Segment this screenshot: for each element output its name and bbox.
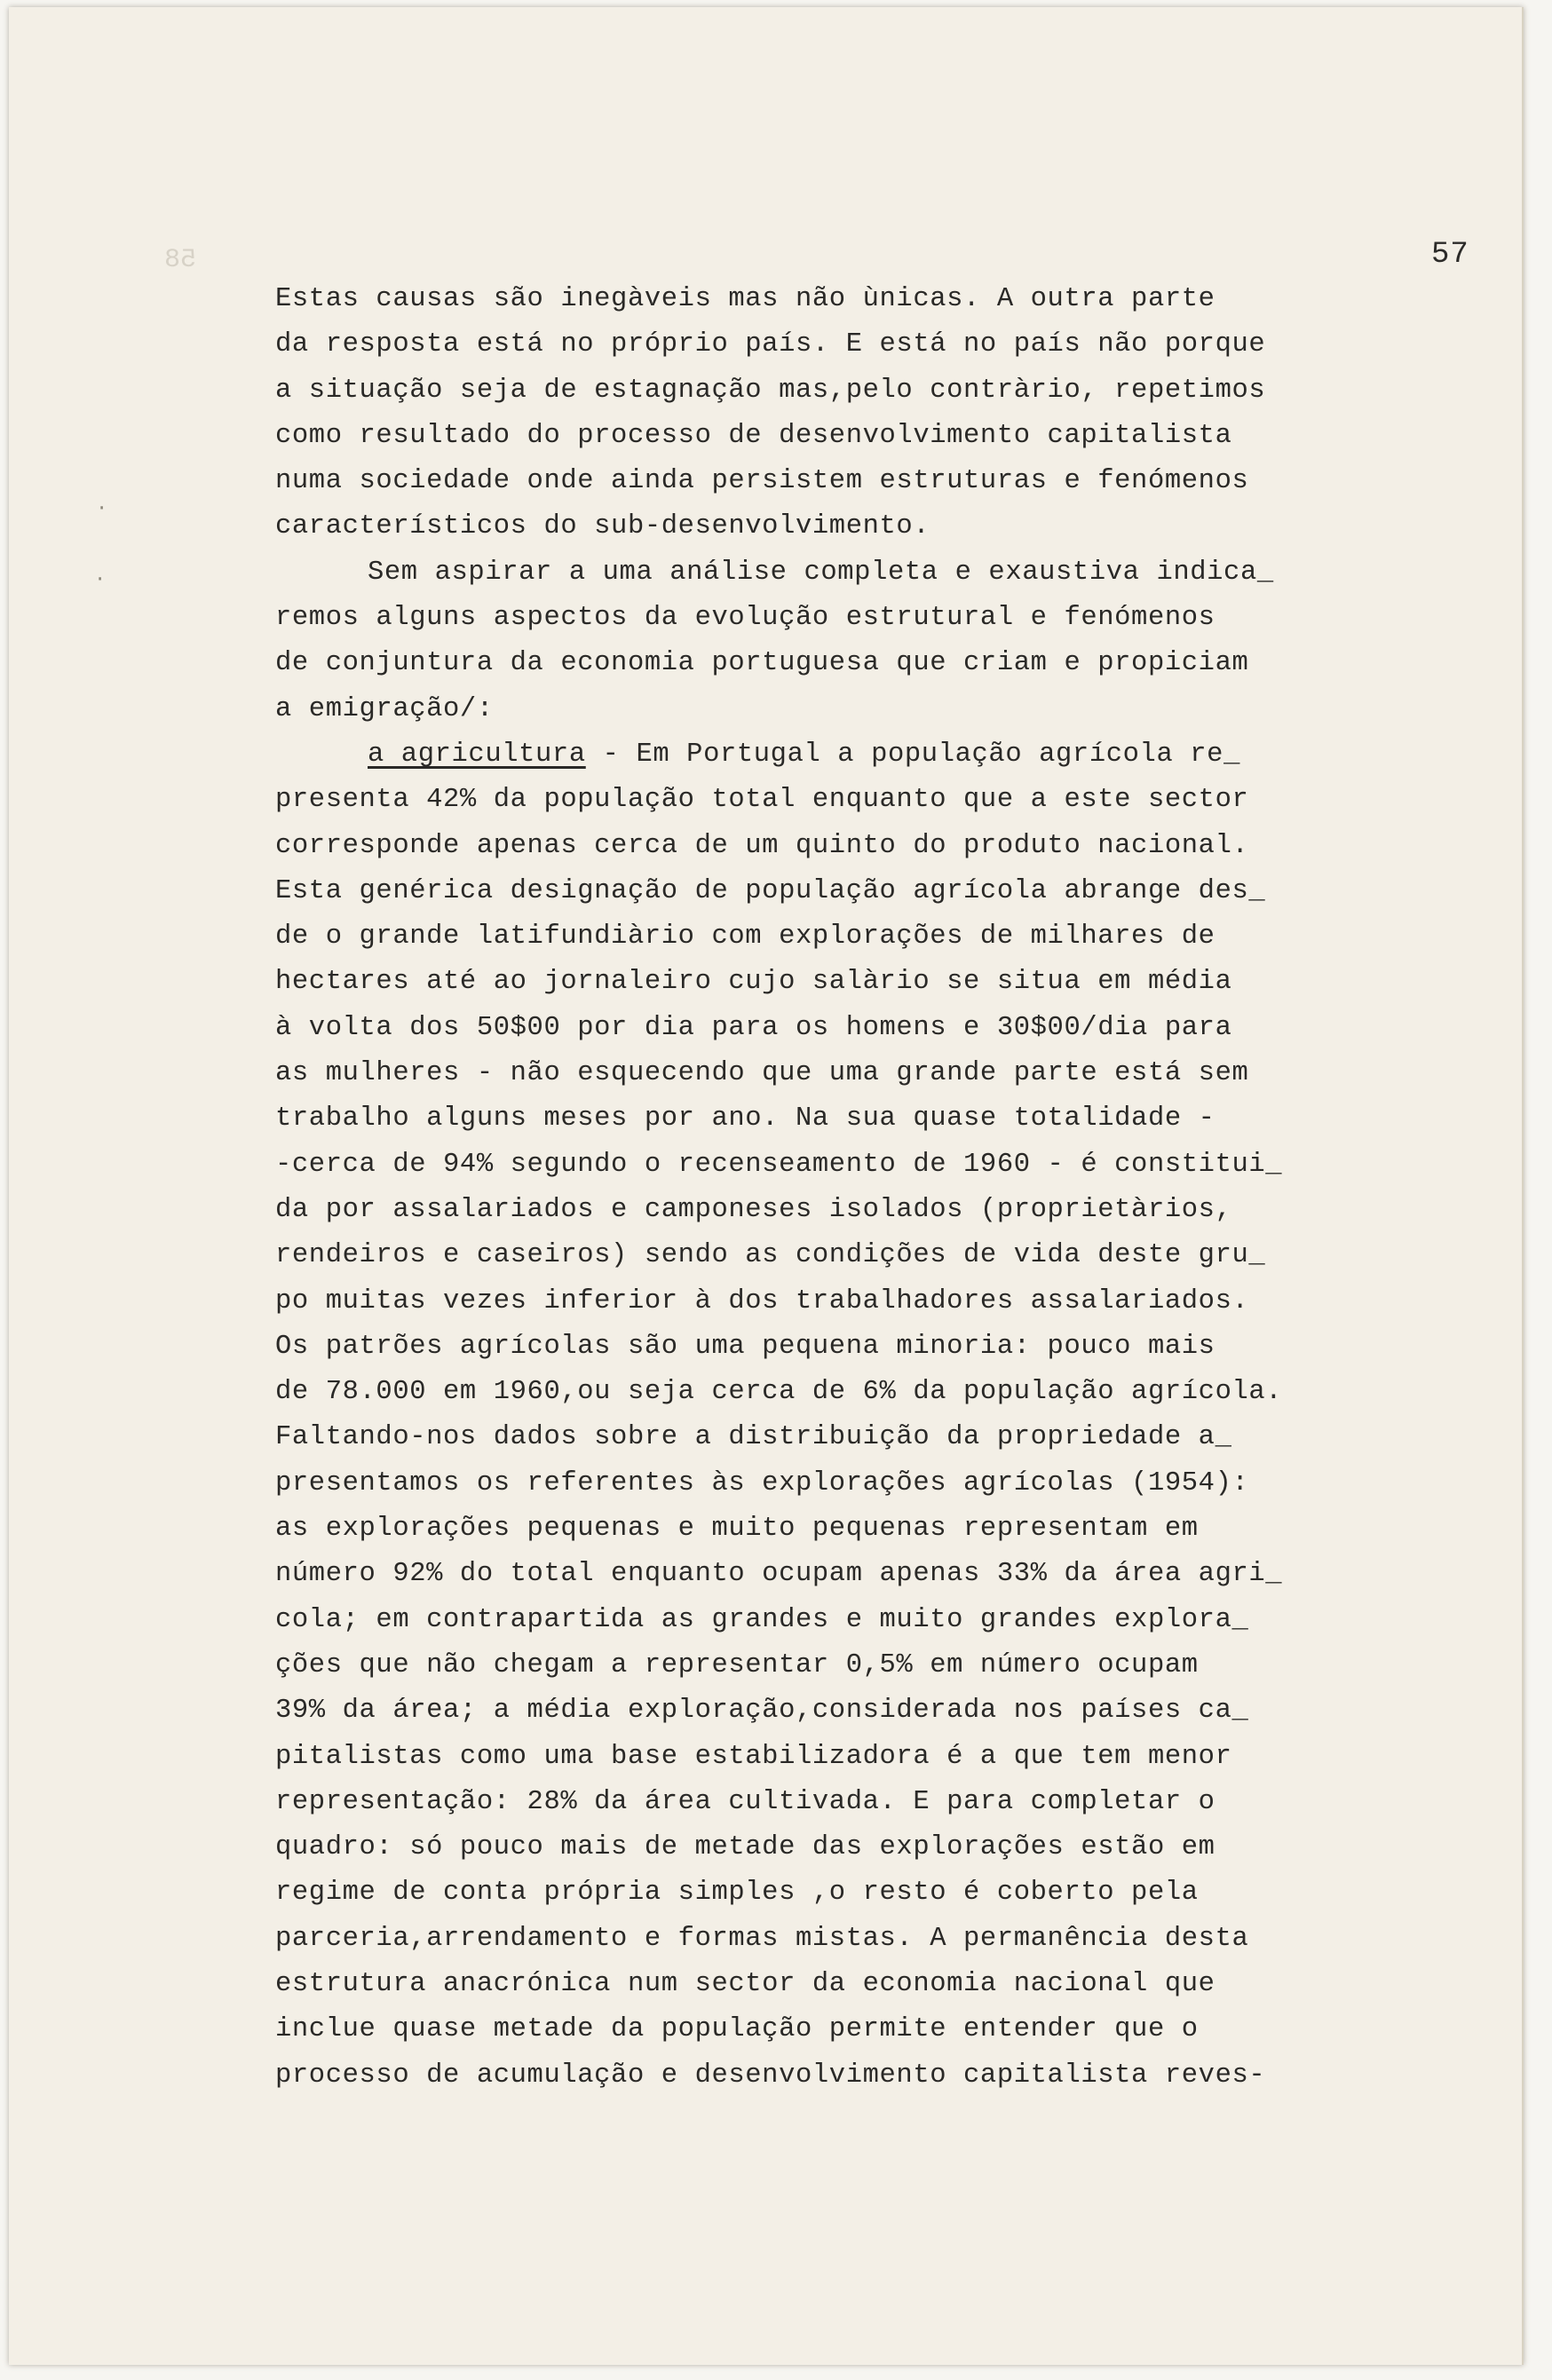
text-line: representação: 28% da área cultivada. E para completar o — [275, 1786, 1215, 1817]
text-line: numa sociedade onde ainda persistem estruturas e fenómenos — [275, 466, 1249, 497]
text-line: da resposta está no próprio país. E está no país não porque — [275, 329, 1266, 360]
text-line: como resultado do processo de desenvolvimento capitalista — [275, 420, 1232, 451]
text-line: remos alguns aspectos da evolução estrutural e fenómenos — [275, 603, 1215, 634]
text-line: inclue quase metade da população permite entender que o — [275, 2014, 1199, 2045]
text-line: cola; em contrapartida as grandes e muito grandes explora_ — [275, 1604, 1249, 1635]
bleed-through-mark: 58 — [164, 245, 197, 275]
text-line: rendeiros e caseiros) sendo as condições de vida deste gru_ — [275, 1240, 1266, 1271]
text-line: à volta dos 50$00 por dia para os homens e 30$00/dia para — [275, 1012, 1232, 1043]
page-number: 57 — [1431, 238, 1469, 272]
text-line: número 92% do total enquanto ocupam apenas 33% da área agri_ — [275, 1559, 1283, 1590]
section-lead: a agricultura — [368, 739, 586, 770]
text-line: quadro: só pouco mais de metade das explorações estão em — [275, 1832, 1215, 1863]
text-line: estrutura anacrónica num sector da economia nacional que — [275, 1968, 1215, 1999]
margin-speck: · — [96, 497, 108, 519]
text-line: presenta 42% da população total enquanto que a este sector — [275, 785, 1249, 816]
text-line: a situação seja de estagnação mas,pelo contràrio, repetimos — [275, 375, 1266, 406]
text-line: 39% da área; a média exploração,considerada nos países ca_ — [275, 1696, 1249, 1727]
text-line: pitalistas como uma base estabilizadora é a que tem menor — [275, 1741, 1232, 1772]
text-line — [275, 732, 1412, 778]
text-line: po muitas vezes inferior à dos trabalhadores assalariados. — [275, 1285, 1249, 1317]
text-line: de conjuntura da economia portuguesa que criam e propiciam — [275, 648, 1249, 679]
text-line: regime de conta própria simples ,o resto é coberto pela — [275, 1878, 1199, 1909]
text-segment: - Em Portugal a população agrícola re_ — [585, 739, 1240, 770]
text-line: as explorações pequenas e muito pequenas representam em — [275, 1514, 1199, 1545]
text-line: Estas causas são inegàveis mas não ùnicas. A outra parte — [275, 284, 1215, 314]
text-line: da por assalariados e camponeses isolados (proprietàrios, — [275, 1194, 1232, 1225]
margin-speck: · — [94, 568, 107, 590]
text-line: as mulheres - não esquecendo que uma grande parte está sem — [275, 1058, 1249, 1089]
text-line: a emigração/: — [275, 693, 494, 724]
text-line: trabalho alguns meses por ano. Na sua quase totalidade - — [275, 1103, 1215, 1135]
text-line: hectares até ao jornaleiro cujo salàrio se situa em média — [275, 967, 1232, 998]
text-line: ções que não chegam a representar 0,5% em número ocupam — [275, 1649, 1199, 1680]
text-line: presentamos os referentes às explorações agrícolas (1954): — [275, 1467, 1249, 1498]
text-line: Sem aspirar a uma análise completa e exaustiva indica_ — [368, 557, 1274, 588]
text-line: Esta genérica designação de população agrícola abrange des_ — [275, 875, 1266, 906]
text-line: parceria,arrendamento e formas mistas. A permanência desta — [275, 1923, 1249, 1954]
text-line: Os patrões agrícolas são uma pequena minoria: pouco mais — [275, 1331, 1215, 1362]
text-line: de 78.000 em 1960,ou seja cerca de 6% da população agrícola. — [275, 1377, 1283, 1408]
text-line: -cerca de 94% segundo o recenseamento de 1960 - é constitui_ — [275, 1149, 1283, 1180]
text-line: Faltando-nos dados sobre a distribuição da propriedade a_ — [275, 1422, 1232, 1453]
text-line: processo de acumulação e desenvolvimento capitalista reves- — [275, 2060, 1266, 2091]
text-line: corresponde apenas cerca de um quinto do produto nacional. — [275, 830, 1249, 861]
body-text — [275, 277, 1412, 2099]
text-line: característicos do sub-desenvolvimento. — [275, 511, 930, 542]
text-line: de o grande latifundiàrio com explorações de milhares de — [275, 921, 1215, 953]
